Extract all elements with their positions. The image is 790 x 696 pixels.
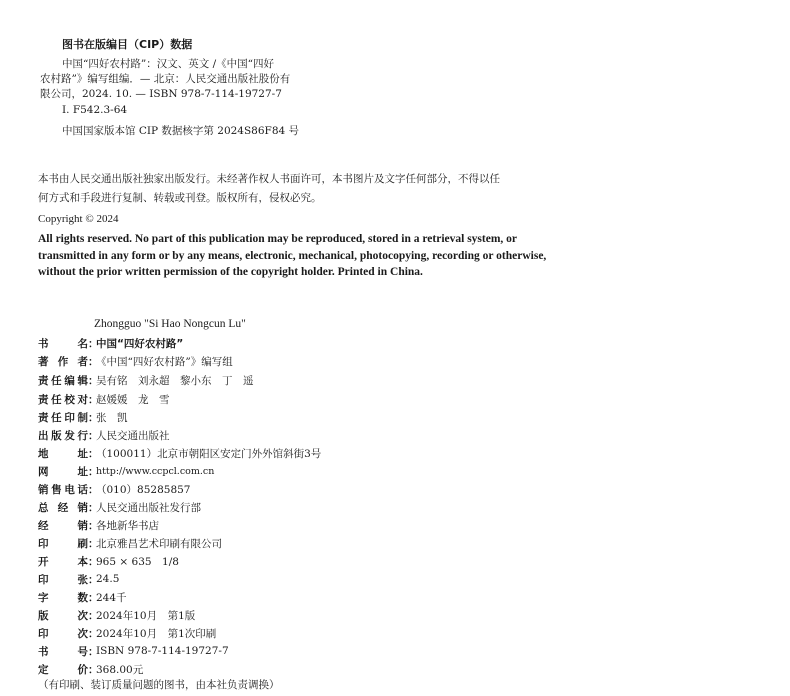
english-title: Zhongguo "Si Hao Nongcun Lu" [94,318,246,330]
info-label: 印 张 [38,573,88,586]
info-row-general-distributor: 总 经 销 ： 人民交通出版社发行部 [38,501,201,514]
info-value: 人民交通出版社 [96,429,170,442]
info-row-publisher: 出版发行 ： 人民交通出版社 [38,429,170,442]
info-row-format: 开 本 ： 965 × 635 1/8 [38,555,179,568]
cip-line-3: 限公司，2024. 10. — ISBN 978-7-114-19727-7 [40,88,282,100]
info-row-title: 书 名 ： 中国“四好农村路” [38,337,184,350]
cip-line-1: 中国“四好农村路”：汉文、英文 /《中国“四好 [62,58,274,70]
info-row-isbn: 书 号 ： ISBN 978-7-114-19727-7 [38,645,229,658]
info-value: 人民交通出版社发行部 [96,501,201,514]
info-value: ISBN 978-7-114-19727-7 [96,645,229,657]
info-row-author: 著 作 者 ： 《中国“四好农村路”》编写组 [38,355,233,368]
rights-statement-cn-line-1: 本书由人民交通出版社独家出版发行。未经著作权人书面许可，本书图片及文字任何部分，不得以任 [38,173,500,185]
info-row-printing-supervisor: 责任印制 ： 张 凯 [38,411,128,424]
info-row-sales-phone: 销售电话 ： （010）85285857 [38,483,191,496]
info-value: 368.00元 [96,663,144,676]
info-label: 书 号 [38,645,88,658]
cip-classification: Ⅰ. F542.3-64 [62,104,128,116]
info-value: http://www.ccpcl.com.cn [96,465,215,477]
rights-statement-cn-line-2: 何方式和手段进行复制、转载或刊登。版权所有，侵权必究。 [38,192,322,204]
rights-statement-en-line-2: transmitted in any form or by any means, electronic, mechanical, photocopying, recording or otherwise, [38,250,547,262]
info-label: 字 数 [38,591,88,604]
info-label: 销售电话 [38,483,88,496]
info-row-sheets: 印 张 ： 24.5 [38,573,120,586]
info-label: 总 经 销 [38,501,88,514]
info-value: （100011）北京市朝阳区安定门外外馆斜街3号 [96,447,322,460]
rights-statement-en-line-1: All rights reserved. No part of this publication may be reproduced, stored in a retrieval system, or [38,233,518,245]
info-value: 2024年10月 第1次印刷 [96,627,217,640]
info-value: 244千 [96,591,127,604]
copyright-line: Copyright © 2024 [38,213,119,225]
info-value: 《中国“四好农村路”》编写组 [96,355,233,368]
info-value: 北京雅昌艺术印刷有限公司 [96,537,222,550]
cip-heading: 图书在版编目（CIP）数据 [62,38,193,51]
info-label: 开 本 [38,555,88,568]
cip-record-number: 中国国家版本馆 CIP 数据核字第 2024S86F84 号 [62,125,300,137]
info-row-word-count: 字 数 ： 244千 [38,591,127,604]
info-value: 张 凯 [96,411,128,424]
info-label: 著 作 者 [38,355,88,368]
info-row-price: 定 价 ： 368.00元 [38,663,144,676]
info-value: 2024年10月 第1版 [96,609,196,622]
info-label: 印 次 [38,627,88,640]
cip-line-2: 农村路”》编写组编．— 北京：人民交通出版社股份有 [40,73,291,85]
info-label: 地 址 [38,447,88,460]
info-row-website: 网 址 ： http://www.ccpcl.com.cn [38,465,215,478]
info-row-address: 地 址 ： （100011）北京市朝阳区安定门外外馆斜街3号 [38,447,322,460]
info-label: 责任编辑 [38,374,88,387]
info-label: 网 址 [38,465,88,478]
info-row-proofreaders: 责任校对 ： 赵媛媛 龙 雪 [38,393,170,406]
info-row-edition: 版 次 ： 2024年10月 第1版 [38,609,196,622]
info-row-editors: 责任编辑 ： 吴有铭 刘永超 黎小东 丁 遥 [38,374,254,387]
info-label: 经 销 [38,519,88,532]
info-label: 责任校对 [38,393,88,406]
info-value: 中国“四好农村路” [96,337,184,350]
info-label: 出版发行 [38,429,88,442]
info-label: 定 价 [38,663,88,676]
info-label: 印 刷 [38,537,88,550]
info-value: 各地新华书店 [96,519,159,532]
info-value: 吴有铭 刘永超 黎小东 丁 遥 [96,374,254,387]
info-label: 版 次 [38,609,88,622]
info-label: 责任印制 [38,411,88,424]
quality-note: （有印刷、装订质量问题的图书，由本社负责调换） [38,679,280,691]
info-value: 24.5 [96,573,120,585]
info-value: 965 × 635 1/8 [96,555,179,568]
info-row-impression: 印 次 ： 2024年10月 第1次印刷 [38,627,217,640]
info-value: 赵媛媛 龙 雪 [96,393,170,406]
info-label: 书 名 [38,337,88,350]
rights-statement-en-line-3: without the prior written permission of the copyright holder. Printed in China. [38,266,423,278]
info-row-distributor: 经 销 ： 各地新华书店 [38,519,159,532]
info-row-printer: 印 刷 ： 北京雅昌艺术印刷有限公司 [38,537,222,550]
info-value: （010）85285857 [96,483,191,496]
